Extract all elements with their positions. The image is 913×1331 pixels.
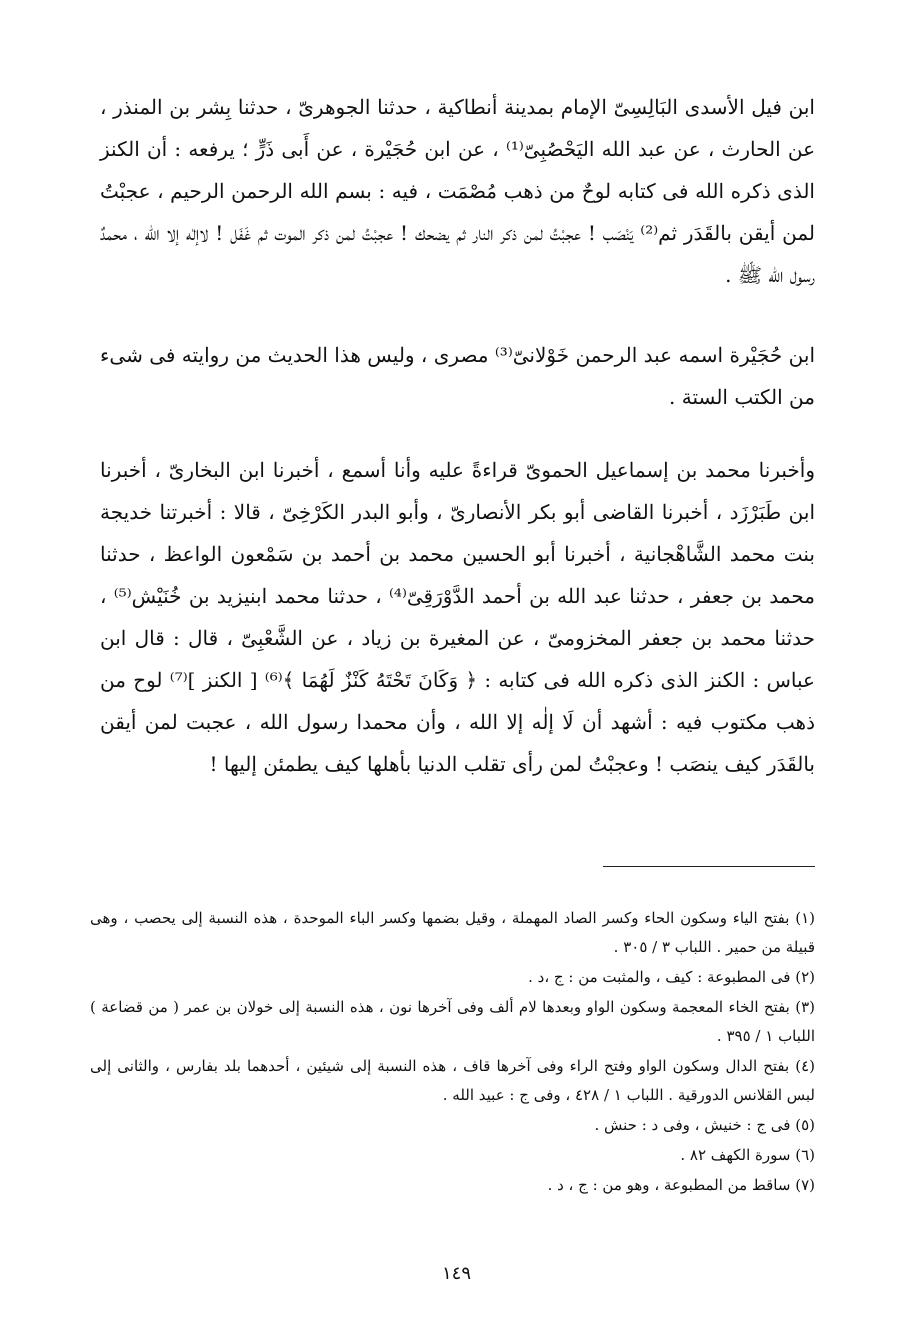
paragraph-text: ابن فيل الأسدى البَالِسِىّ الإمام بمدينة أنطاكية ، حدثنا الجوهرىّ ، حدثنا بِشر بن المنذر ، عن الحارث ، عن عبد الله اليَحْصُبِىّ⁽¹⁾ ، عن ابن حُجَيْرة ، عن أَبى ذَرٍّ ؛ يرفعه : أن الكنز الذى ذكره الله فى كتابه لوحٌ من ذهب مُصْمَت ، فيه : بسم الله الرحمن الرحيم ، عجبْتُ لمن أيقن بالقَدَر ثم⁽²⁾ يَنْصَب ! عجبْتُ لمن ذكر النار ثم يضحك ! عجبْتُ لمن ذكر الموت ثم غَفَل ! لاإلٰه إلا الله ، محمدٌ رسول الله ﷺ . (100, 95, 816, 287)
footnote-6: (٦) سورة الكهف ٨٢ . (680, 1146, 815, 1164)
main-paragraph-2 (100, 334, 815, 418)
footnote-4: (٤) بفتح الدال وسكون الواو وفتح الراء وفى آخرها قاف ، هذه النسبة إلى شيئين ، أحدهما بلد بفارس ، والثانى إلى لبس القلانس الدورقية . اللباب ١ / ٤٢٨ ، وفى ج : عبيد الله . (90, 1057, 815, 1104)
footnote-1: (١) بفتح الياء وسكون الحاء وكسر الصاد المهملة ، وقيل بضمها وكسر الباء الموحدة ، هذه النسبة إلى يحصب ، وهى قبيلة من حمير . اللباب ٣ / ٣٠٥ . (90, 909, 815, 956)
footnote-divider (603, 866, 815, 867)
main-paragraph-1 (100, 86, 815, 296)
page-number: ١٤٩ (441, 1263, 471, 1284)
footnote-2: (٢) فى المطبوعة : كيف ، والمثبت من : ج ،د . (528, 968, 815, 986)
footnotes-section (90, 904, 815, 1201)
paragraph-text: وأخبرنا محمد بن إسماعيل الحموىّ قراءةً عليه وأنا أسمع ، أخبرنا ابن البخارىّ ، أخبرنا ابن طَبَرْزَد ، أخبرنا القاضى أبو بكر الأنصارىّ ، وأبو البدر الكَرْخِىّ ، قالا : أخبرتنا خديجة بنت محمد الشَّاهْجانية ، أخبرنا أبو الحسين محمد بن أحمد بن سَمْعون الواعظ ، حدثنا محمد بن جعفر ، حدثنا عبد الله بن أحمد الدَّوْرَقِىّ⁽⁴⁾ ، حدثنا محمد ابنيزيد بن خُنَيْش⁽⁵⁾ ، حدثنا محمد بن جعفر المخزومىّ ، عن المغيرة بن زياد ، عن الشَّعْبِىّ ، قال : قال ابن عباس : الكنز الذى ذكره الله فى كتابه : ﴿ وَكَانَ تَحْتَهُ كَنْزٌ لَهُمَا ﴾⁽⁶⁾ [ الكنز ]⁽⁷⁾ لوح من ذهب مكتوب فيه : أشهد أن لَا إلٰه إلا الله ، وأن محمدا رسول الله ، عجبت لمن أيقن بالقَدَر كيف ينصَب ! وعجبْتُ لمن رأى تقلب الدنيا بأهلها كيف يطمئن إليها ! (100, 458, 815, 776)
paragraph-text: ابن حُجَيْرة اسمه عبد الرحمن خَوْلانىّ⁽³⁾ مصرى ، وليس هذا الحديث من روايته فى شىء من الكتب الستة . (100, 343, 815, 409)
footnote-5: (٥) فى ج : خنيش ، وفى د : حنش . (594, 1116, 815, 1134)
footnote-3: (٣) بفتح الخاء المعجمة وسكون الواو وبعدها لام ألف وفى آخرها نون ، هذه النسبة إلى خولان بن عمر ( من قضاعة ) اللباب ١ / ٣٩٥ . (90, 998, 815, 1045)
main-paragraph-3 (100, 449, 815, 785)
footnote-7: (٧) ساقط من المطبوعة ، وهو من : ج ، د . (547, 1176, 815, 1194)
